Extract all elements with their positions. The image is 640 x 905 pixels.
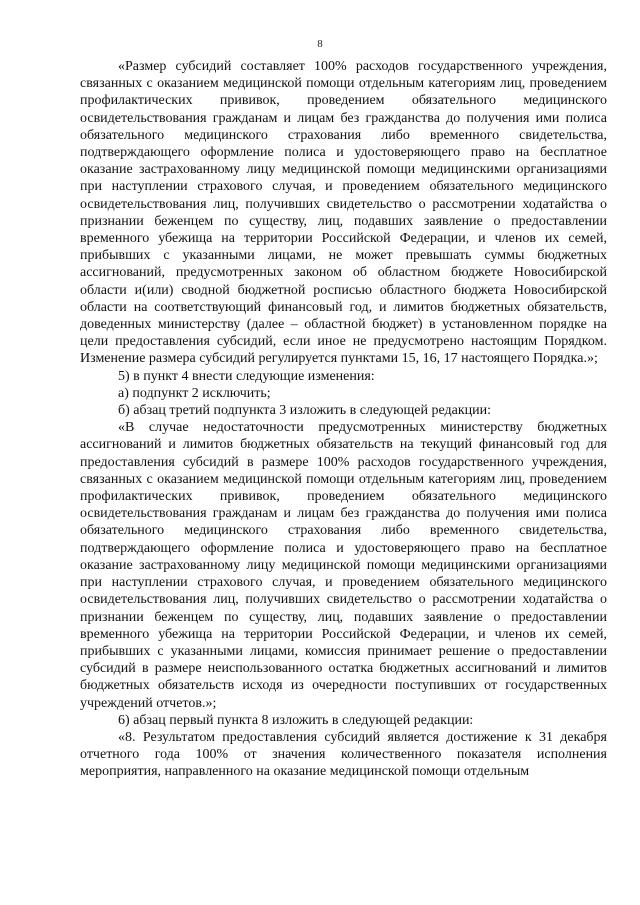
document-body bbox=[80, 58, 607, 781]
paragraph-insufficiency-clause: «В случае недостаточности предусмотренных министерству бюджетных ассигнований и лимитов бюджетных обязательств на текущий финансовый год для предоставления субсидий в размере 100% расходов государственного учреждения, связанных с оказанием медицинской помощи отдельным категориям лиц, проведением профилактических прививок, проведением обязательного медицинского освидетельствования гражданам и лицам без гражданства до получения ими полиса обязательного медицинского страхования либо временного свидетельства, подтверждающего оформление полиса и удостоверяющего право на бесплатное оказание застрахованному лицу медицинской помощи медицинскими организациями при наступлении страхового случая, и проведением обязательного медицинского освидетельствования лиц, получивших свидетельство о рассмотрении ходатайства о признании беженцем по существу, лиц, подавших заявление о предоставлении временного убежища на территории Российской Федерации, и членов их семей, прибывших с указанными лицами, комиссия принимает решение о предоставлении субсидий в размере неиспользованного остатка бюджетных ассигнований и лимитов бюджетных обязательств исходя из очередности поступивших от государственных учреждений отчетов.»; bbox=[80, 420, 607, 711]
page-number: 8 bbox=[317, 38, 323, 50]
paragraph-subsidy-size: «Размер субсидий составляет 100% расходов государственного учреждения, связанных с оказанием медицинской помощи отдельным категориям лиц, проведением профилактических прививок, проведением обязательного медицинского освидетельствования гражданам и лицам без гражданства до получения ими полиса обязательного медицинского страхования либо временного свидетельства, подтверждающего оформление полиса и удостоверяющего право на бесплатное оказание застрахованному лицу медицинской помощи медицинскими организациями при наступлении страхового случая, и проведением обязательного медицинского освидетельствования лиц, получивших свидетельство о рассмотрении ходатайства о признании беженцем по существу, лиц, подавших заявление о предоставлении временного убежища на территории Российской Федерации, и членов их семей, прибывших с указанными лицами, не может превышать суммы бюджетных ассигнований, предусмотренных законом об областном бюджете Новосибирской области и(или) сводной бюджетной росписью областного бюджета Новосибирской области на соответствующий финансовый год, и лимитов бюджетных обязательств, доведенных министерству (далее – областной бюджет) в установленном порядке на цели предоставления субсидий, если иное не предусмотрено настоящим Порядком. Изменение размера субсидий регулируется пунктами 15, 16, 17 настоящего Порядка.»; bbox=[80, 59, 607, 367]
paragraph-result-clause: «8. Результатом предоставления субсидий является достижение к 31 декабря отчетного года 100% от значения количественного показателя исполнения мероприятия, направленного на оказание медицинской помощи отдельным bbox=[80, 729, 607, 780]
paragraph-item-5: 5) в пункт 4 внести следующие изменения: bbox=[118, 368, 375, 384]
paragraph-item-5b: б) абзац третий подпункта 3 изложить в следующей редакции: bbox=[118, 403, 492, 419]
paragraph-item-5a: а) подпункт 2 исключить; bbox=[118, 385, 271, 401]
paragraph-item-6: 6) абзац первый пункта 8 изложить в следующей редакции: bbox=[118, 712, 474, 728]
